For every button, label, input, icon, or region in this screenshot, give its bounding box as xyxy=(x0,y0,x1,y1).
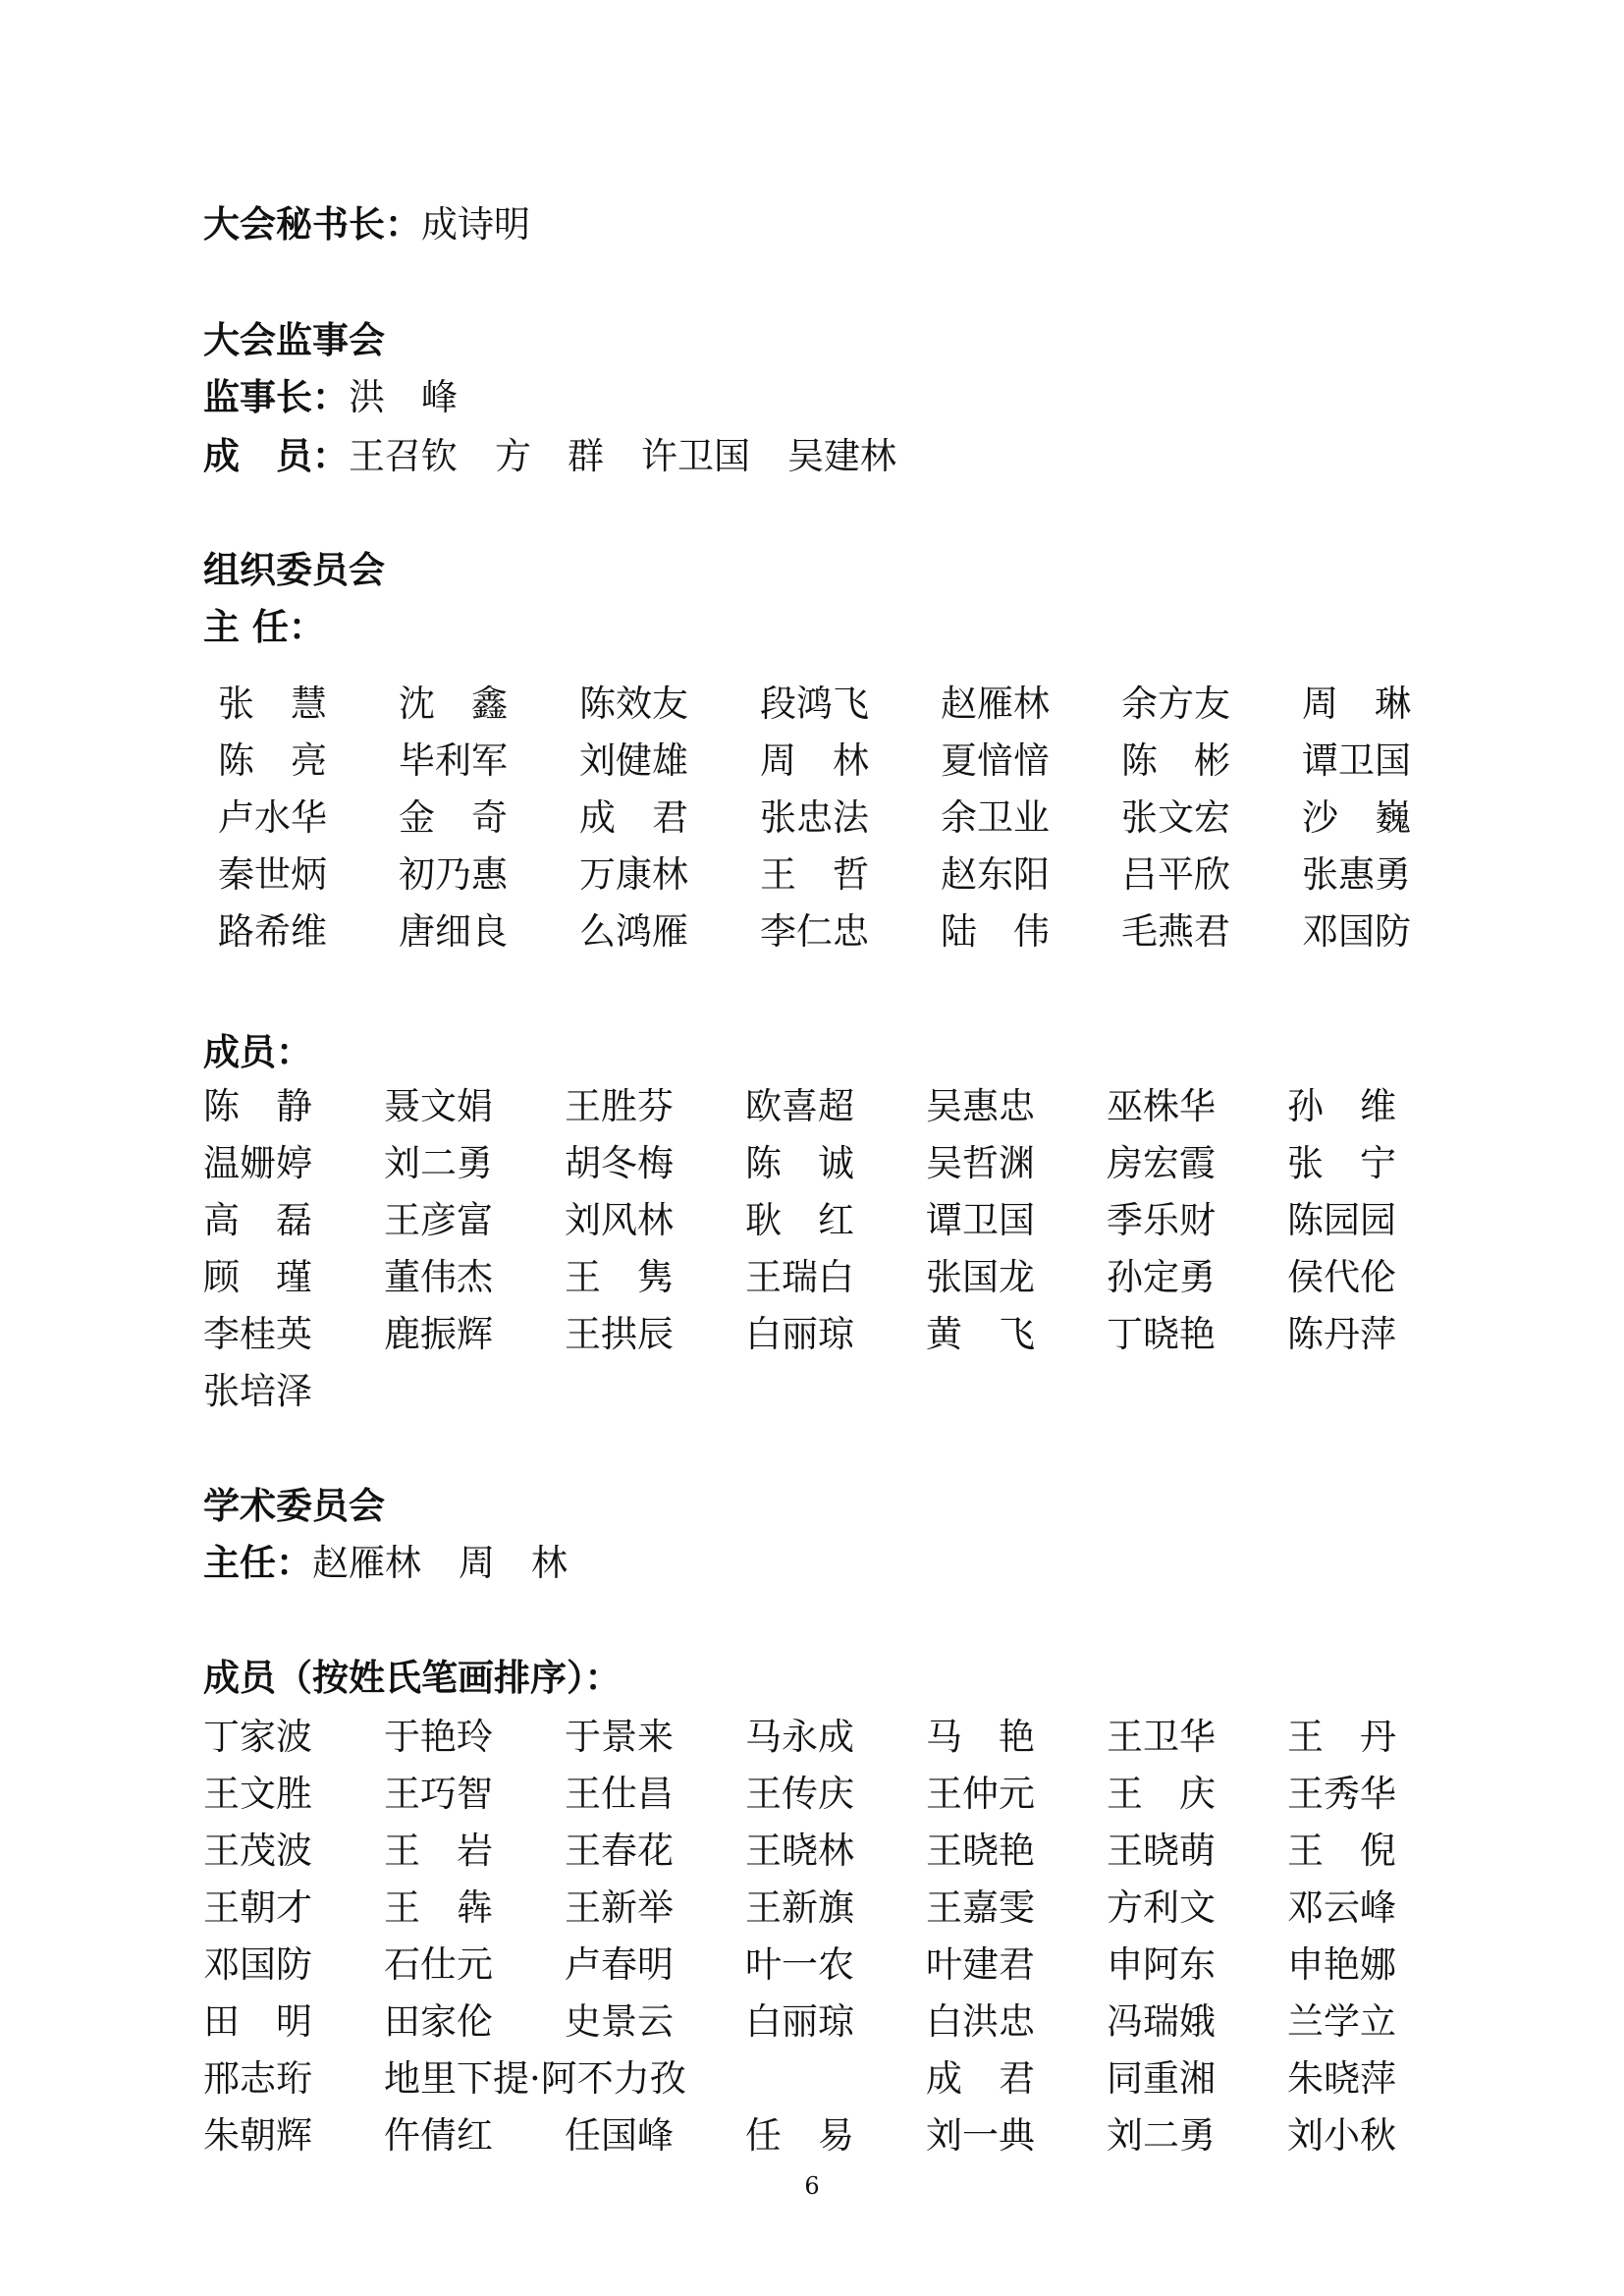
person-name: 唐细良 xyxy=(399,910,508,953)
academic-director: 赵雁林 xyxy=(312,1542,421,1584)
person-name: 张培泽 xyxy=(203,1370,312,1412)
secretary-general-line xyxy=(203,196,530,253)
person-name: 陆 伟 xyxy=(941,910,1050,953)
person-name: 王新举 xyxy=(565,1886,674,1929)
person-name: 马 艳 xyxy=(926,1716,1035,1758)
person-name: 王 犇 xyxy=(384,1886,493,1929)
person-name: 顾 瑾 xyxy=(203,1256,312,1298)
person-name: 刘二勇 xyxy=(384,1142,493,1184)
person-name: 朱朝辉 xyxy=(203,2114,312,2157)
academic-director: 周 林 xyxy=(459,1542,568,1584)
person-name: 王仲元 xyxy=(926,1773,1035,1815)
person-name: 侯代伦 xyxy=(1287,1256,1396,1298)
person-name: 巫株华 xyxy=(1107,1085,1216,1127)
person-name: 温姗婷 xyxy=(203,1142,312,1184)
person-name: 王 隽 xyxy=(565,1256,674,1298)
person-name: 卢春明 xyxy=(565,1943,674,1986)
person-name: 刘一典 xyxy=(926,2114,1035,2157)
person-name: 毛燕君 xyxy=(1121,910,1230,953)
person-name: 王仕昌 xyxy=(565,1773,674,1815)
person-name: 陈园园 xyxy=(1287,1199,1396,1241)
person-name: 余方友 xyxy=(1121,683,1230,725)
person-name: 于景来 xyxy=(565,1716,674,1758)
person-name: 张 宁 xyxy=(1287,1142,1396,1184)
person-name: 王茂波 xyxy=(203,1830,312,1872)
supervisory-members-label: 成 员： xyxy=(203,435,349,477)
person-name: 王 哲 xyxy=(760,853,869,896)
person-name: 孙 维 xyxy=(1287,1085,1396,1127)
person-name: 王 庆 xyxy=(1107,1773,1216,1815)
person-name: 史景云 xyxy=(565,2000,674,2043)
person-name: 陈 亮 xyxy=(218,739,327,782)
person-name: 高 磊 xyxy=(203,1199,312,1241)
person-name: 王 倪 xyxy=(1287,1830,1396,1872)
person-name: 王秀华 xyxy=(1287,1773,1396,1815)
person-name: 陈 静 xyxy=(203,1085,312,1127)
academic-directors-line xyxy=(203,1535,568,1592)
person-name: 同重湘 xyxy=(1107,2057,1216,2100)
person-name: 王晓萌 xyxy=(1107,1830,1216,1872)
person-name: 谭卫国 xyxy=(926,1199,1035,1241)
person-name: 赵雁林 xyxy=(941,683,1050,725)
person-name: 田家伦 xyxy=(384,2000,493,2043)
person-name: 白洪忠 xyxy=(926,2000,1035,2043)
person-name: 王 岩 xyxy=(384,1830,493,1872)
person-name: 冯瑞娥 xyxy=(1107,2000,1216,2043)
person-name: 聂文娟 xyxy=(384,1085,493,1127)
person-name: 邓云峰 xyxy=(1287,1886,1396,1929)
person-name: 王卫华 xyxy=(1107,1716,1216,1758)
supervisory-members-line xyxy=(203,428,896,485)
person-name: 刘风林 xyxy=(565,1199,674,1241)
person-name: 张忠法 xyxy=(760,796,869,839)
person-name: 王新旗 xyxy=(745,1886,854,1929)
person-name: 鹿振辉 xyxy=(384,1313,493,1355)
person-name: 王胜芬 xyxy=(565,1085,674,1127)
person-name: 张文宏 xyxy=(1121,796,1230,839)
person-name: 季乐财 xyxy=(1107,1199,1216,1241)
organizing-directors-label: 主 任： xyxy=(203,606,325,648)
person-name: 房宏霞 xyxy=(1107,1142,1216,1184)
person-name: 吴哲渊 xyxy=(926,1142,1035,1184)
person-name: 张惠勇 xyxy=(1302,853,1411,896)
person-name: 赵东阳 xyxy=(941,853,1050,896)
person-name: 金 奇 xyxy=(399,796,508,839)
page-number: 6 xyxy=(804,2172,820,2200)
person-name: 申阿东 xyxy=(1107,1943,1216,1986)
person-name: 余卫业 xyxy=(941,796,1050,839)
person-name: 李桂英 xyxy=(203,1313,312,1355)
person-name: 石仕元 xyxy=(384,1943,493,1986)
person-name: 李仁忠 xyxy=(760,910,869,953)
academic-directors-label: 主任： xyxy=(203,1542,312,1584)
person-name: 王晓林 xyxy=(745,1830,854,1872)
person-name: 卢水华 xyxy=(218,796,327,839)
person-name: 王拱辰 xyxy=(565,1313,674,1355)
person-name: 叶建君 xyxy=(926,1943,1035,1986)
supervisory-member: 方 群 xyxy=(495,435,604,477)
person-name: 董伟杰 xyxy=(384,1256,493,1298)
person-name: 夏愔愔 xyxy=(941,739,1050,782)
person-name: 孙定勇 xyxy=(1107,1256,1216,1298)
person-name: 任 易 xyxy=(745,2114,854,2157)
supervisory-member: 王召钦 xyxy=(349,435,458,477)
person-name: 耿 红 xyxy=(745,1199,854,1241)
person-name: 白丽琼 xyxy=(745,1313,854,1355)
person-name: 段鸿飞 xyxy=(760,683,869,725)
person-name: 王 丹 xyxy=(1287,1716,1396,1758)
person-name: 胡冬梅 xyxy=(565,1142,674,1184)
person-name: 成 君 xyxy=(926,2057,1035,2100)
person-name: 朱晓萍 xyxy=(1287,2057,1396,2100)
supervisory-chief-name: 洪 峰 xyxy=(349,376,458,418)
organizing-committee-title: 组织委员会 xyxy=(203,549,385,591)
academic-committee-title: 学术委员会 xyxy=(203,1485,385,1527)
person-name: 么鸿雁 xyxy=(579,910,688,953)
person-name: 陈效友 xyxy=(579,683,688,725)
person-name: 谭卫国 xyxy=(1302,739,1411,782)
person-name: 白丽琼 xyxy=(745,2000,854,2043)
person-name: 于艳玲 xyxy=(384,1716,493,1758)
person-name: 成 君 xyxy=(579,796,688,839)
person-name: 王彦富 xyxy=(384,1199,493,1241)
person-name: 邢志珩 xyxy=(203,2057,312,2100)
person-name: 王文胜 xyxy=(203,1773,312,1815)
person-name: 田 明 xyxy=(203,2000,312,2043)
person-name: 王嘉雯 xyxy=(926,1886,1035,1929)
person-name: 张 慧 xyxy=(218,683,327,725)
person-name: 秦世炳 xyxy=(218,853,327,896)
person-name: 仵倩红 xyxy=(384,2114,493,2157)
person-name: 地里下提·阿不力孜 xyxy=(384,2057,686,2100)
person-name: 刘二勇 xyxy=(1107,2114,1216,2157)
person-name: 王瑞白 xyxy=(745,1256,854,1298)
academic-members-label: 成员（按姓氏笔画排序）： xyxy=(203,1657,622,1699)
person-name: 丁晓艳 xyxy=(1107,1313,1216,1355)
person-name: 毕利军 xyxy=(399,739,508,782)
secretary-general-label: 大会秘书长： xyxy=(203,203,421,246)
person-name: 张国龙 xyxy=(926,1256,1035,1298)
person-name: 周 林 xyxy=(760,739,869,782)
person-name: 王朝才 xyxy=(203,1886,312,1929)
person-name: 方利文 xyxy=(1107,1886,1216,1929)
person-name: 申艳娜 xyxy=(1287,1943,1396,1986)
person-name: 万康林 xyxy=(579,853,688,896)
person-name: 周 琳 xyxy=(1302,683,1411,725)
person-name: 邓国防 xyxy=(203,1943,312,1986)
person-name: 王巧智 xyxy=(384,1773,493,1815)
person-name: 王晓艳 xyxy=(926,1830,1035,1872)
person-name: 兰学立 xyxy=(1287,2000,1396,2043)
person-name: 路希维 xyxy=(218,910,327,953)
person-name: 王传庆 xyxy=(745,1773,854,1815)
person-name: 陈丹萍 xyxy=(1287,1313,1396,1355)
person-name: 沈 鑫 xyxy=(399,683,508,725)
secretary-general-name: 成诗明 xyxy=(421,203,530,246)
supervisory-member: 吴建林 xyxy=(787,435,896,477)
person-name: 沙 巍 xyxy=(1302,796,1411,839)
person-name: 王春花 xyxy=(565,1830,674,1872)
person-name: 初乃惠 xyxy=(399,853,508,896)
person-name: 欧喜超 xyxy=(745,1085,854,1127)
person-name: 刘健雄 xyxy=(579,739,688,782)
supervisory-chief-line xyxy=(203,369,458,426)
person-name: 陈 诚 xyxy=(745,1142,854,1184)
person-name: 马永成 xyxy=(745,1716,854,1758)
person-name: 刘小秋 xyxy=(1287,2114,1396,2157)
person-name: 吴惠忠 xyxy=(926,1085,1035,1127)
supervisory-chief-label: 监事长： xyxy=(203,376,349,418)
person-name: 任国峰 xyxy=(565,2114,674,2157)
supervisory-member: 许卫国 xyxy=(641,435,750,477)
person-name: 叶一农 xyxy=(745,1943,854,1986)
person-name: 黄 飞 xyxy=(926,1313,1035,1355)
person-name: 丁家波 xyxy=(203,1716,312,1758)
person-name: 邓国防 xyxy=(1302,910,1411,953)
supervisory-board-title: 大会监事会 xyxy=(203,319,385,361)
person-name: 吕平欣 xyxy=(1121,853,1230,896)
organizing-members-label: 成员： xyxy=(203,1031,312,1073)
person-name: 陈 彬 xyxy=(1121,739,1230,782)
